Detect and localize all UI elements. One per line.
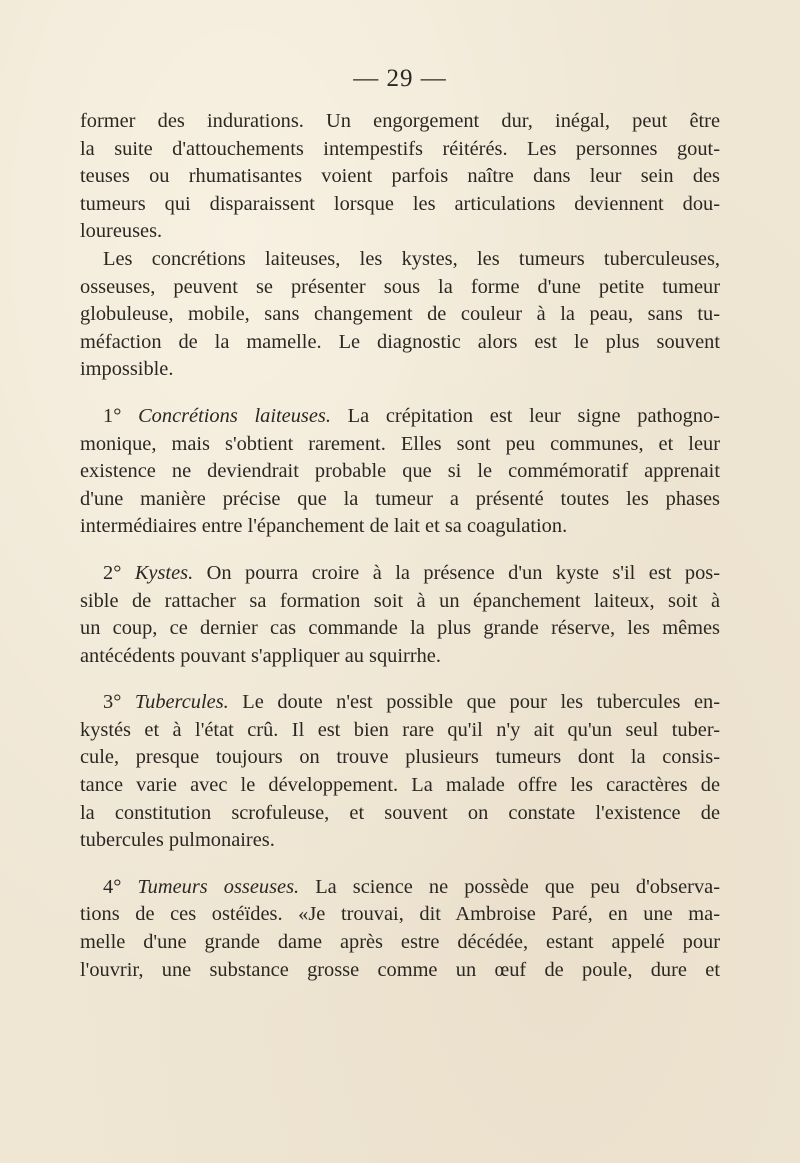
text-line: tumeurs qui disparaissent lorsque les articulations deviennent dou- [80, 192, 720, 215]
section-first-line [80, 874, 720, 902]
section-text: On pourra croire à la présence d'un kyste s'il est pos- [206, 561, 720, 584]
section-text: La science ne possède que peu d'observa- [315, 875, 720, 898]
text-line [80, 246, 720, 274]
page-number: — 29 — [353, 65, 447, 92]
section-first-line [80, 689, 720, 717]
text-line: un coup, ce dernier cas commande la plus grande réserve, les mêmes [80, 617, 720, 640]
text-line: impossible. [80, 358, 174, 381]
section-first-line [80, 560, 720, 588]
section-number: 1° [103, 404, 122, 427]
section-text: La crépitation est leur signe pathogno- [347, 404, 720, 427]
section-text: Le doute n'est possible que pour les tubercules en- [242, 691, 720, 714]
text-line: tance varie avec le développement. La malade offre les caractères de [80, 774, 720, 797]
text-line: intermédiaires entre l'épanchement de lait et sa coagulation. [80, 515, 568, 538]
text-line: cule, presque toujours on trouve plusieurs tumeurs dont la consis- [80, 746, 720, 769]
section-number: 3° [103, 691, 122, 714]
text-line: kystés et à l'état crû. Il est bien rare qu'il n'y ait qu'un seul tuber- [80, 718, 720, 741]
text-line: melle d'une grande dame après estre décédée, estant appelé pour [80, 931, 720, 954]
text-line: antécédents pouvant s'appliquer au squirrhe. [80, 644, 441, 667]
text-line: d'une manière précise que la tumeur a présenté toutes les phases [80, 487, 720, 510]
text-line: monique, mais s'obtient rarement. Elles sont peu communes, et leur [80, 432, 720, 455]
text-line: la constitution scrofuleuse, et souvent on constate l'existence de [80, 801, 720, 824]
text-line: teuses ou rhumatisantes voient parfois naître dans leur sein des [80, 165, 720, 188]
section-first-line [80, 403, 720, 431]
book-page [80, 64, 720, 984]
text-line: globuleuse, mobile, sans changement de couleur à la peau, sans tu- [80, 303, 720, 326]
section-concretions-laiteuses [80, 403, 720, 541]
text-line: la suite d'attouchements intempestifs réitérés. Les personnes gout- [80, 137, 720, 160]
text-line: sible de rattacher sa formation soit à un épanchement laiteux, soit à [80, 589, 720, 612]
section-tumeurs-osseuses [80, 874, 720, 984]
section-number: 2° [103, 561, 122, 584]
text-line: osseuses, peuvent se présenter sous la forme d'une petite tumeur [80, 275, 720, 298]
section-tubercules [80, 689, 720, 855]
intro-paragraph [80, 108, 720, 246]
text-line: loureuses. [80, 220, 163, 243]
section-title: Kystes. [134, 561, 194, 584]
second-paragraph [80, 246, 720, 384]
text-line: l'ouvrir, une substance grosse comme un œuf de poule, dure et [80, 958, 720, 981]
text-line: méfaction de la mamelle. Le diagnostic alors est le plus souvent [80, 330, 720, 353]
section-title: Tubercules. [134, 691, 229, 714]
text-line: tions de ces ostéïdes. «Je trouvai, dit Ambroise Paré, en une ma- [80, 903, 720, 926]
section-title: Tumeurs osseuses. [137, 875, 300, 898]
section-kystes [80, 560, 720, 670]
text-line: former des indurations. Un engorgement dur, inégal, peut être [80, 110, 720, 132]
section-number: 4° [103, 875, 122, 898]
section-title: Concrétions laiteuses. [138, 404, 331, 427]
text-line: existence ne deviendrait probable que si le commémoratif apprenait [80, 460, 720, 483]
text-line-content: Les concrétions laiteuses, les kystes, les tumeurs tuberculeuses, [103, 247, 720, 270]
text-line: tubercules pulmonaires. [80, 829, 275, 852]
